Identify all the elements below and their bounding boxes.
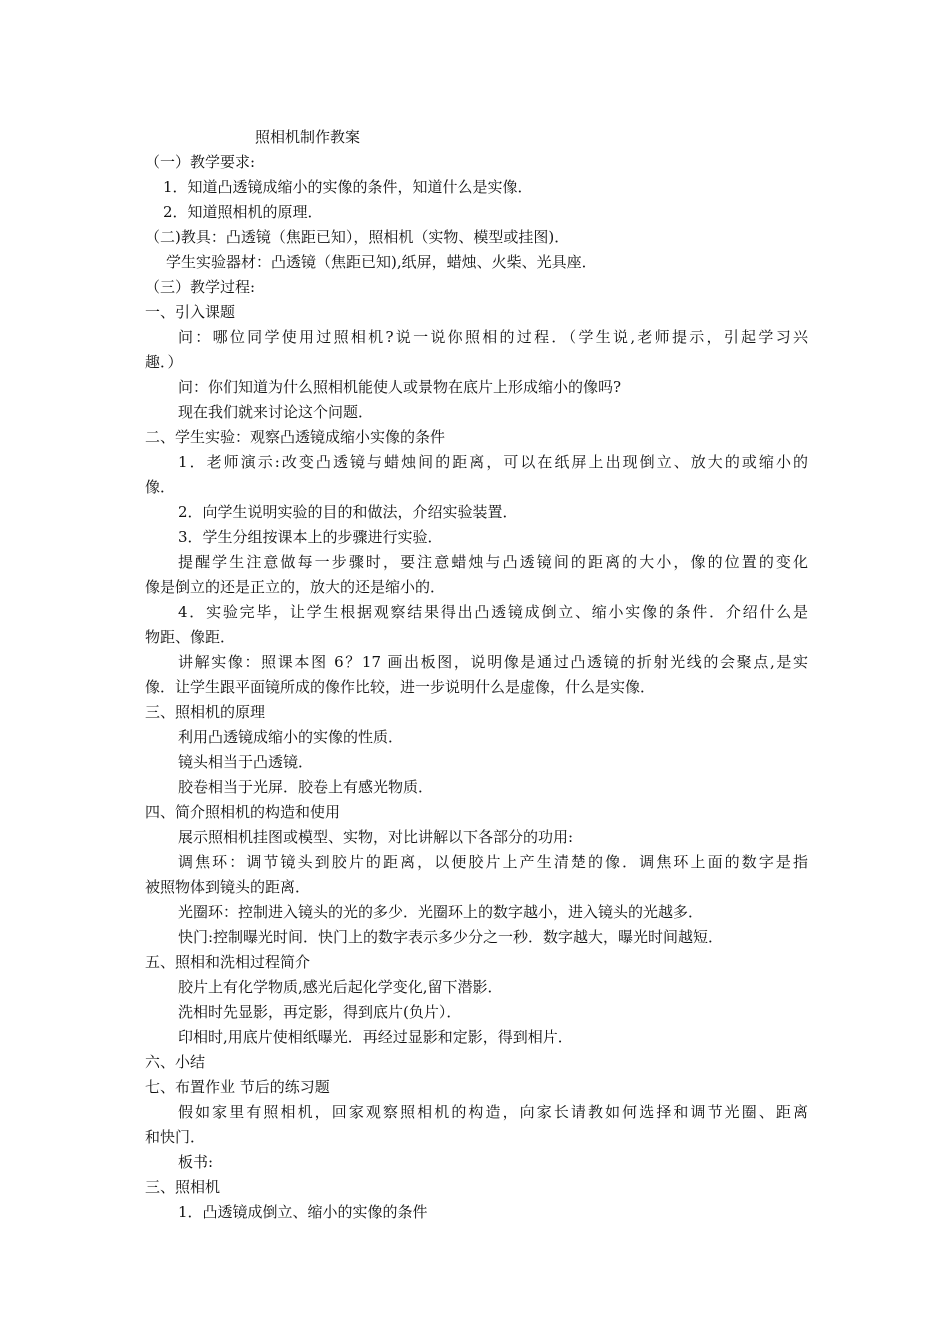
paragraph: 像． <box>145 478 176 496</box>
list-item: 2．向学生说明实验的目的和做法，介绍实验装置． <box>178 503 518 521</box>
paragraph: 胶片上有化学物质,感光后起化学变化,留下潜影． <box>178 978 503 996</box>
paragraph: 像是倒立的还是正立的，放大的还是缩小的． <box>145 578 446 596</box>
paragraph: （二)教具：凸透镜（焦距已知），照相机（实物、模型或挂图)． <box>145 228 570 246</box>
paragraph: 现在我们就来讨论这个问题． <box>178 403 374 421</box>
paragraph: 胶卷相当于光屏．胶卷上有感光物质． <box>178 778 434 796</box>
paragraph: 快门:控制曝光时间．快门上的数字表示多少分之一秒．数字越大，曝光时间越短． <box>178 928 724 946</box>
section-heading: 一、引入课题 <box>145 303 236 321</box>
list-item: 1．知道凸透镜成缩小的实像的条件，知道什么是实像． <box>163 178 533 196</box>
paragraph: 被照物体到镜头的距离． <box>145 878 311 896</box>
paragraph: 镜头相当于凸透镜． <box>178 753 314 771</box>
paragraph: 物距、像距． <box>145 628 236 646</box>
paragraph: 印相时,用底片使相纸曝光．再经过显影和定影，得到相片． <box>178 1028 573 1046</box>
paragraph: 4．实验完毕，让学生根据观察结果得出凸透镜成倒立、缩小实像的条件．介绍什么是 <box>178 603 808 621</box>
document-title: 照相机制作教案 <box>255 128 361 146</box>
section-heading: 七、布置作业 节后的练习题 <box>145 1078 330 1096</box>
paragraph: 假如家里有照相机，回家观察照相机的构造，向家长请教如何选择和调节光圈、距离 <box>178 1103 808 1121</box>
section-heading: （一）教学要求: <box>145 153 256 171</box>
paragraph: 1．老师演示:改变凸透镜与蜡烛间的距离，可以在纸屏上出现倒立、放大的或缩小的 <box>178 453 808 471</box>
paragraph: 趣．） <box>145 353 183 371</box>
list-item: 2．知道照相机的原理． <box>163 203 323 221</box>
paragraph: 洗相时先显影，再定影，得到底片(负片）． <box>178 1003 462 1021</box>
paragraph: 像．让学生跟平面镜所成的像作比较，进一步说明什么是虚像，什么是实像． <box>145 678 656 696</box>
section-heading: 二、学生实验：观察凸透镜成缩小实像的条件 <box>145 428 446 446</box>
paragraph: 板书: <box>178 1153 214 1171</box>
section-heading: （三）教学过程: <box>145 278 256 296</box>
section-heading: 三、照相机 <box>145 1178 221 1196</box>
paragraph: 展示照相机挂图或模型、实物，对比讲解以下各部分的功用: <box>178 828 574 846</box>
paragraph: 问：哪位同学使用过照相机?说一说你照相的过程．（学生说,老师提示，引起学习兴 <box>178 328 808 346</box>
paragraph: 讲解实像：照课本图 6？17 画出板图，说明像是通过凸透镜的折射光线的会聚点,是实 <box>178 653 808 671</box>
section-heading: 四、简介照相机的构造和使用 <box>145 803 341 821</box>
section-heading: 六、小结 <box>145 1053 206 1071</box>
section-heading: 三、照相机的原理 <box>145 703 266 721</box>
paragraph: 学生实验器材：凸透镜（焦距已知),纸屏，蜡烛、火柴、光具座． <box>166 253 597 271</box>
section-heading: 五、照相和洗相过程简介 <box>145 953 311 971</box>
paragraph: 调焦环：调节镜头到胶片的距离，以便胶片上产生清楚的像．调焦环上面的数字是指 <box>178 853 808 871</box>
list-item: 3．学生分组按课本上的步骤进行实验． <box>178 528 443 546</box>
paragraph: 问：你们知道为什么照相机能使人或景物在底片上形成缩小的像吗? <box>178 378 622 396</box>
paragraph: 利用凸透镜成缩小的实像的性质． <box>178 728 404 746</box>
paragraph: 和快门． <box>145 1128 206 1146</box>
list-item: 1．凸透镜成倒立、缩小的实像的条件 <box>178 1203 428 1221</box>
paragraph: 提醒学生注意做每一步骤时，要注意蜡烛与凸透镜间的距离的大小，像的位置的变化 <box>178 553 808 571</box>
paragraph: 光圈环：控制进入镜头的光的多少．光圈环上的数字越小，进入镜头的光越多． <box>178 903 704 921</box>
